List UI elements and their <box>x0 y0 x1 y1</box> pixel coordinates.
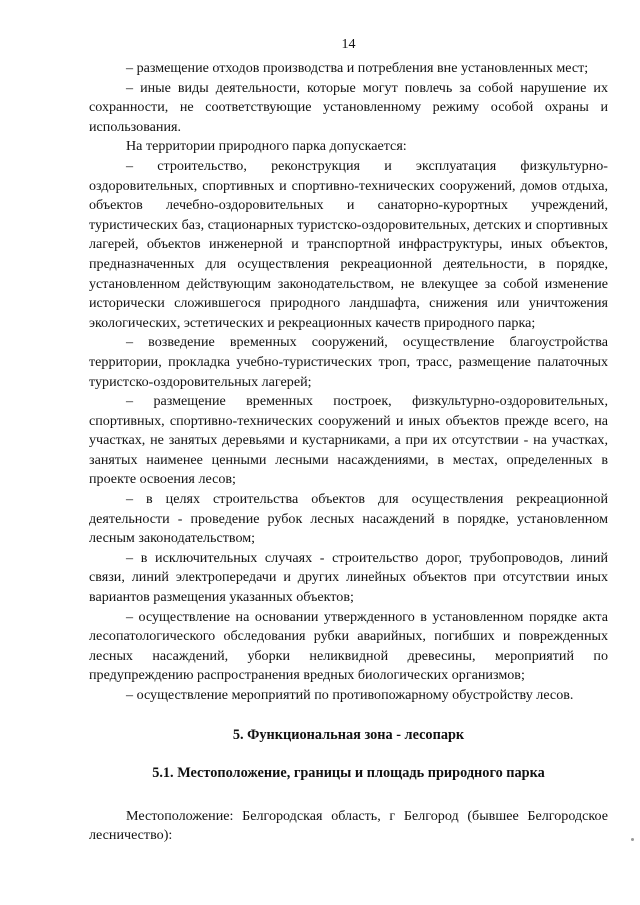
paragraph: – размещение отходов производства и потребления вне установленных мест; <box>126 60 589 76</box>
paragraph: – размещение временных построек, физкультурно-оздоровительных, спортивных, спортивно-технических сооружений и иных объектов прежде всего, на участках, не занятых деревьями и кустарниками, а при их отсутствии - на участках, занятых наименее ценными лесными насаждениями, в местах, определенных в проекте освоения лесов; <box>89 393 608 488</box>
paragraph: – строительство, реконструкция и эксплуатация физкультурно-оздоровительных, спортивных и спортивно-технических сооружений, домов отдыха, объектов лечебно-оздоровительных и санаторно-курортных учреждений, туристических баз, стационарных туристско-оздоровительных, детских и спортивных лагерей, объектов инженерной и транспортной инфраструктуры, иных объектов, предназначенных для осуществления рекреационной деятельности, в порядке, установленном действующим законодательством, не влекущее за собой изменение исторически сложившегося природного ландшафта, снижения или уничтожения экологических, эстетических и рекреационных качеств природного парка; <box>89 157 608 331</box>
paragraph: – возведение временных сооружений, осуществление благоустройства территории, прокладка учебно-туристических троп, трасс, размещение палаточных туристско-оздоровительных лагерей; <box>89 334 608 390</box>
paragraph: – иные виды деятельности, которые могут повлечь за собой нарушение их сохранности, не соответствующие установленному режиму особой охраны и использования. <box>89 79 608 135</box>
page-number: 14 <box>341 37 356 52</box>
scan-speck <box>631 838 634 841</box>
section-heading: 5. Функциональная зона - лесопарк <box>232 726 465 743</box>
paragraph: – в целях строительства объектов для осуществления рекреационной деятельности - проведение рубок лесных насаждений в порядке, установленном лесным законодательством; <box>89 491 608 547</box>
paragraph: – осуществление мероприятий по противопожарному обустройству лесов. <box>126 687 574 703</box>
subsection-heading: 5.1. Местоположение, границы и площадь природного парка <box>152 764 545 781</box>
body-text <box>89 59 608 706</box>
paragraph: – осуществление на основании утвержденного в установленном порядке акта лесопатологического обследования рубки аварийных, погибших и поврежденных лесных насаждений, уборки неликвидной древесины, мероприятий по предупреждению распространения вредных биологических организмов; <box>89 608 608 684</box>
paragraph: – в исключительных случаях - строительство дорог, трубопроводов, линий связи, линий электропередачи и других линейных объектов при отсутствии иных вариантов размещения указанных объектов; <box>89 549 608 606</box>
location-paragraph: Местоположение: Белгородская область, г Белгород (бывшее Белгородское лесничество): <box>89 807 608 844</box>
paragraph: На территории природного парка допускается: <box>126 138 407 155</box>
